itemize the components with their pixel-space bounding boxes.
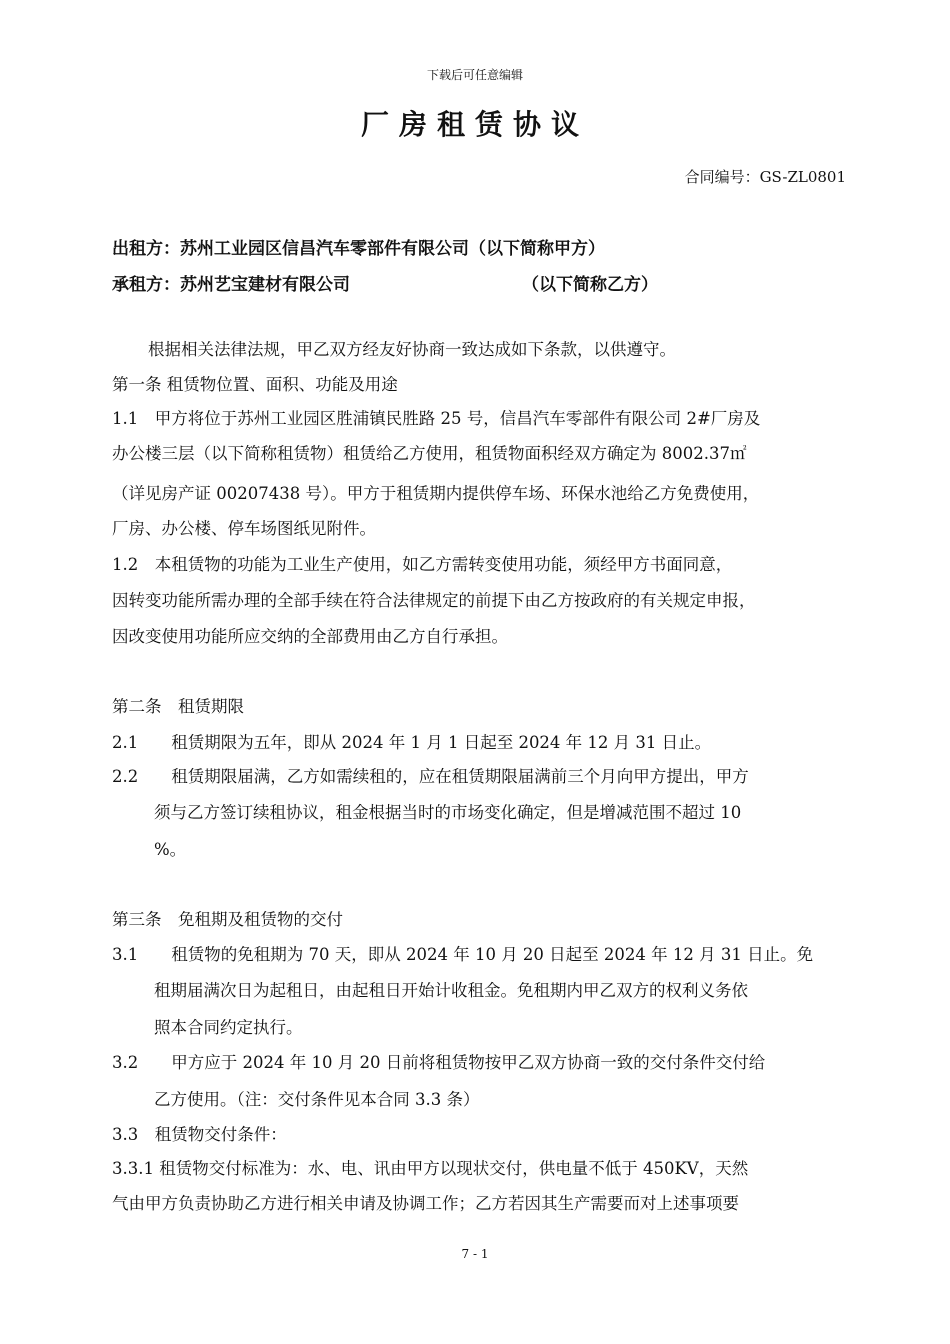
clause-3-3-1-line-2: 气由甲方负责协助乙方进行相关申请及协调工作；乙方若因其生产需要而对上述事项要 <box>112 1194 739 1213</box>
lessee-note: （以下简称乙方） <box>522 275 658 295</box>
header-note: 下载后可任意编辑 <box>426 68 523 82</box>
preamble: 根据相关法律法规，甲乙双方经友好协商一致达成如下条款，以供遵守。 <box>148 340 676 359</box>
clause-2-2-line-1: 2.2 租赁期限届满，乙方如需续租的，应在租赁期限届满前三个月向甲方提出，甲方 <box>112 767 749 786</box>
clause-3-2-line-1: 3.2 甲方应于 2024 年 10 月 20 日前将租赁物按甲乙双方协商一致的交付条件交付给 <box>112 1053 766 1072</box>
article-1-heading: 第一条 租赁物位置、面积、功能及用途 <box>112 375 398 394</box>
lessor-line: 出租方：苏州工业园区信昌汽车零部件有限公司（以下简称甲方） <box>112 239 605 259</box>
clause-3-1-line-3: 照本合同约定执行。 <box>154 1018 303 1037</box>
article-2-heading: 第二条 租赁期限 <box>112 697 244 716</box>
clause-2-2-line-3: %。 <box>154 840 187 859</box>
clause-3-2-line-2: 乙方使用。（注：交付条件见本合同 3.3 条） <box>154 1090 480 1109</box>
clause-3-3-heading: 3.3 租赁物交付条件： <box>112 1125 287 1144</box>
lessee-name: 承租方：苏州艺宝建材有限公司 <box>112 275 350 295</box>
clause-3-3-1-line-1: 3.3.1 租赁物交付标准为：水、电、讯由甲方以现状交付，供电量不低于 450KV，天然 <box>112 1159 749 1178</box>
clause-1-1-line-3: （详见房产证 00207438 号）。甲方于租赁期内提供停车场、环保水池给乙方免费使用， <box>112 484 760 503</box>
clause-3-1-line-2: 租期届满次日为起租日，由起租日开始计收租金。免租期内甲乙双方的权利义务依 <box>154 981 748 1000</box>
clause-1-2-line-2: 因转变功能所需办理的全部手续在符合法律规定的前提下由乙方按政府的有关规定申报， <box>112 591 756 610</box>
clause-1-1-line-4: 厂房、办公楼、停车场图纸见附件。 <box>112 519 376 538</box>
article-3-heading: 第三条 免租期及租赁物的交付 <box>112 910 343 929</box>
clause-1-2-line-1: 1.2 本租赁物的功能为工业生产使用，如乙方需转变使用功能，须经甲方书面同意， <box>112 555 733 574</box>
clause-1-1-line-2: 办公楼三层（以下简称租赁物）租赁给乙方使用，租赁物面积经双方确定为 8002.37㎡ <box>112 444 747 463</box>
document-title: 厂房租赁协议 <box>360 108 589 141</box>
page-number: 7 - 1 <box>461 1247 489 1261</box>
lessee-line <box>112 270 658 295</box>
clause-2-1: 2.1 租赁期限为五年，即从 2024 年 1 月 1 日起至 2024 年 12 月 31 日止。 <box>112 733 712 752</box>
clause-3-1-line-1: 3.1 租赁物的免租期为 70 天，即从 2024 年 10 月 20 日起至 2024 年 12 月 31 日止。免 <box>112 945 814 964</box>
clause-2-2-line-2: 须与乙方签订续租协议，租金根据当时的市场变化确定，但是增减范围不超过 10 <box>154 803 742 822</box>
contract-number: 合同编号：GS-ZL0801 <box>684 168 846 186</box>
clause-1-2-line-3: 因改变使用功能所应交纳的全部费用由乙方自行承担。 <box>112 627 508 646</box>
clause-1-1-line-1: 1.1 甲方将位于苏州工业园区胜浦镇民胜路 25 号，信昌汽车零部件有限公司 2#厂房及 <box>112 409 761 428</box>
